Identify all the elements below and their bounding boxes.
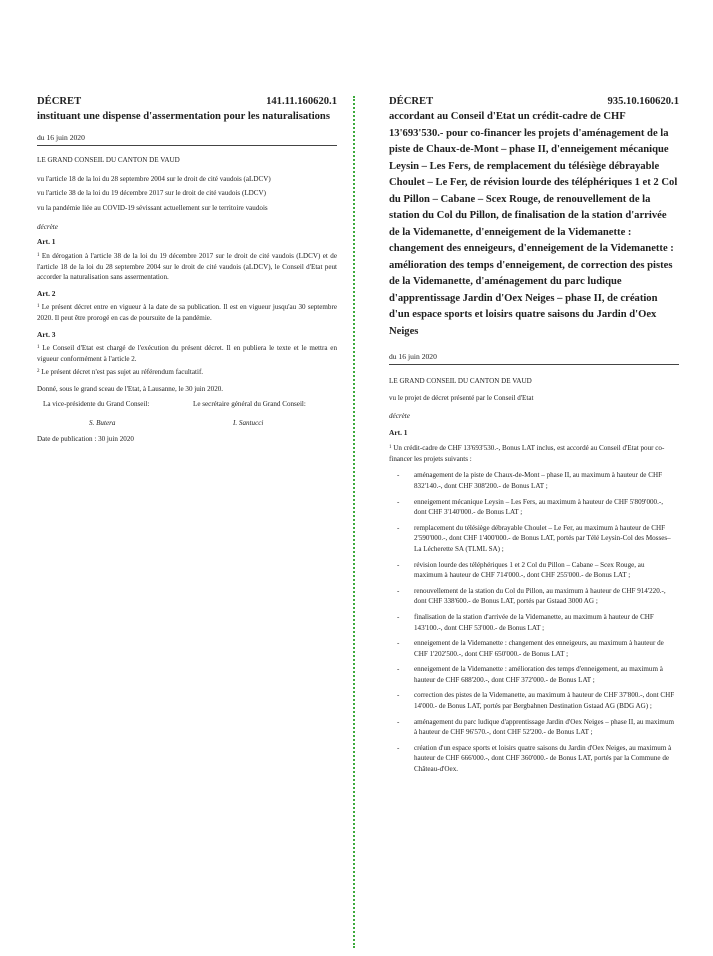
list-item-text: révision lourde des téléphériques 1 et 2 Col du Pillon – Cabane – Scex Rouge, au maximum à hauteur de CHF 714'000.-, dont CHF 255'000.- de Bonus LAT ; [414, 560, 645, 580]
left-art2-paragraph [37, 302, 337, 324]
left-decree-date: du 16 juin 2020 [37, 133, 337, 146]
list-item [389, 470, 679, 491]
left-decrete: décrète [37, 222, 58, 231]
right-art1-intro-text: Un crédit-cadre de CHF 13'693'530.-, Bonus LAT inclus, est accordé au Conseil d'Etat pour co-financer les projets suivants : [389, 443, 665, 463]
list-item-text: enneigement de la Videmanette : amélioration des temps d'enneigement, au maximum à hauteur de CHF 688'200.-, dont CHF 372'000.- de Bonus LAT ; [414, 665, 663, 684]
left-considerant-2: vu l'article 38 de la loi du 19 décembre 2017 sur le droit de cité vaudois (LDCV) [37, 189, 267, 198]
list-item [389, 638, 679, 659]
left-header [37, 96, 337, 107]
right-decree-title: accordant au Conseil d'Etat un crédit-cadre de CHF 13'693'530.- pour co-financer les projets d'aménagement de la piste de Chaux-de-Mont – phase II, d'enneigement mécanique Leysin – Les Fers, de remplacement du télésiège débrayable Choulet – Le Fer, de révision lourde des téléphériques 1 et 2 Col du Pillon – Cabane – Scex Rouge, de renouvellement de la station du Col du Pillon, de finalisation de la station d'arrivée de la Videmanette, d'enneigement de la Videmanette : changement des enneigeurs, d'enneigement de la Videmanette : amélioration des temps d'enneigement, de correction des pistes de la Videmanette, d'aménagement du parc ludique d'apprentissage Jardin d'Oex Neiges – phase II, de création d'un espace sports et loisirs quatre saisons du Jardin d'Oex Neiges [389, 111, 678, 337]
right-council: LE GRAND CONSEIL DU CANTON DE VAUD [389, 377, 532, 385]
list-item [389, 743, 679, 775]
left-council: LE GRAND CONSEIL DU CANTON DE VAUD [37, 155, 180, 164]
left-art3-text-2: Le présent décret n'est pas sujet au référendum facultatif. [41, 368, 204, 377]
left-sig1-role: La vice-présidente du Grand Conseil: [43, 400, 150, 409]
right-decrete: décrète [389, 411, 410, 420]
list-dash: - [397, 612, 400, 621]
right-decree-number: 935.10.160620.1 [607, 96, 679, 107]
list-dash: - [397, 743, 400, 752]
left-decree-number: 141.11.160620.1 [266, 96, 337, 107]
list-item-text: enneigement mécanique Leysin – Les Fers, au maximum à hauteur de CHF 5'809'000.-, dont CHF 3'140'000.- de Bonus LAT ; [414, 497, 664, 517]
list-item-text: finalisation de la station d'arrivée de la Videmanette, au maximum à hauteur de CHF 143'100.-, dont CHF 53'000.- de Bonus LAT ; [414, 612, 654, 632]
list-item-text: enneigement de la Videmanette : changement des enneigeurs, au maximum à hauteur de CHF 1'202'500.-, dont CHF 650'000.- de Bonus LAT ; [414, 639, 664, 658]
list-dash: - [397, 471, 400, 480]
left-decree [37, 96, 337, 445]
list-item-text: aménagement du parc ludique d'apprentissage Jardin d'Oex Neiges – phase II, au maximum à hauteur de CHF 96'570.-, dont CHF 52'200.- de Bonus LAT ; [414, 717, 675, 737]
column-divider [353, 96, 355, 948]
left-art3-text-1: Le Conseil d'Etat est chargé de l'exécution du présent décret. Il en publiera le texte et le mettra en vigueur conformément à l'article 2. [37, 343, 337, 363]
left-sig1-name: S. Butera [89, 419, 116, 428]
left-art1-paragraph [37, 251, 337, 283]
left-decree-label: DÉCRET [37, 96, 82, 107]
list-item-text: renouvellement de la station du Col du Pillon, au maximum à hauteur de CHF 914'220.-, dont CHF 338'600.- de Bonus LAT, portés par Gstaad 3000 AG ; [414, 586, 666, 606]
right-art1-sup: 1 [389, 444, 392, 450]
list-item-text: aménagement de la piste de Chaux-de-Mont – phase II, au maximum à hauteur de CHF 832'140.-, dont CHF 308'200.- de Bonus LAT ; [414, 471, 663, 490]
list-dash: - [397, 586, 400, 595]
list-dash: - [397, 497, 400, 506]
left-art1-sup: 1 [37, 252, 40, 258]
left-considerant-3: vu la pandémie liée au COVID-19 sévissant actuellement sur le territoire vaudois [37, 204, 268, 213]
list-dash: - [397, 639, 400, 648]
list-item [389, 497, 679, 518]
left-sig2-name: I. Santucci [233, 419, 264, 428]
list-dash: - [397, 691, 400, 700]
list-item [389, 586, 679, 607]
left-art3-paragraph-1 [37, 343, 337, 365]
left-decree-title: instituant une dispense d'assermentation pour les naturalisations [37, 111, 330, 122]
left-signature-roles [37, 400, 337, 408]
right-art1-title: Art. 1 [389, 427, 408, 437]
right-project-list [389, 470, 679, 774]
list-dash: - [397, 560, 400, 569]
list-dash: - [397, 523, 400, 532]
right-decree-label: DÉCRET [389, 96, 434, 107]
left-considerant-1: vu l'article 18 de la loi du 28 septembre 2004 sur le droit de cité vaudois (aLDCV) [37, 174, 271, 183]
left-art3-sup-1: 1 [37, 344, 40, 350]
right-decree-date: du 16 juin 2020 [389, 352, 679, 365]
left-art2-text: Le présent décret entre en vigueur à la date de sa publication. Il est en vigueur jusqu'au 30 septembre 2020. Il peut être prorogé en cas de poursuite de la pandémie. [37, 303, 337, 323]
list-item [389, 523, 679, 555]
left-art3-sup-2: 2 [37, 369, 40, 375]
left-sig2-role: Le secrétaire général du Grand Conseil: [193, 400, 306, 409]
right-decree [389, 96, 679, 780]
list-item [389, 560, 679, 581]
left-art2-title: Art. 2 [37, 289, 56, 299]
list-dash: - [397, 717, 400, 726]
list-item [389, 717, 679, 738]
list-item [389, 664, 679, 685]
list-dash: - [397, 665, 400, 674]
left-art3-paragraph-2 [37, 367, 337, 378]
left-art1-text: En dérogation à l'article 38 de la loi du 19 décembre 2017 sur le droit de cité vaudois (LDCV) et de l'article 18 de la loi du 28 septembre 2004 sur le droit de cité vaudois (aLDCV), le Conseil d'Etat peut accorder la naturalisation sans assermentation. [37, 251, 337, 282]
list-item [389, 690, 679, 711]
right-considerant: vu le projet de décret présenté par le Conseil d'Etat [389, 394, 534, 402]
left-publication-date: Date de publication : 30 juin 2020 [37, 435, 134, 444]
left-given: Donné, sous le grand sceau de l'Etat, à Lausanne, le 30 juin 2020. [37, 385, 224, 394]
left-art2-sup: 1 [37, 304, 40, 310]
right-art1-intro [389, 443, 679, 465]
left-art3-title: Art. 3 [37, 329, 56, 339]
list-item-text: création d'un espace sports et loisirs quatre saisons du Jardin d'Oex Neiges, au maximum à hauteur de CHF 666'000.-, dont CHF 360'000.- de Bonus LAT, portés par la Commune de Château-d'Oex. [414, 743, 672, 774]
left-signature-names [37, 419, 337, 427]
left-art1-title: Art. 1 [37, 236, 56, 246]
list-item-text: remplacement du télésiège débrayable Choulet – Le Fer, au maximum à hauteur de CHF 2'590'000.-, dont CHF 1'400'000.- de Bonus LAT, portés par Télé Leysin-Col des Mosses–La Lécherette SA (TLML SA) ; [414, 523, 671, 553]
list-item-text: correction des pistes de la Videmanette, au maximum à hauteur de CHF 37'800.-, dont CHF 14'000.- de Bonus LAT, portés par Bergbahnen Destination Gstaad AG (BDG AG) ; [414, 691, 675, 711]
list-item [389, 612, 679, 633]
right-header [389, 96, 679, 107]
